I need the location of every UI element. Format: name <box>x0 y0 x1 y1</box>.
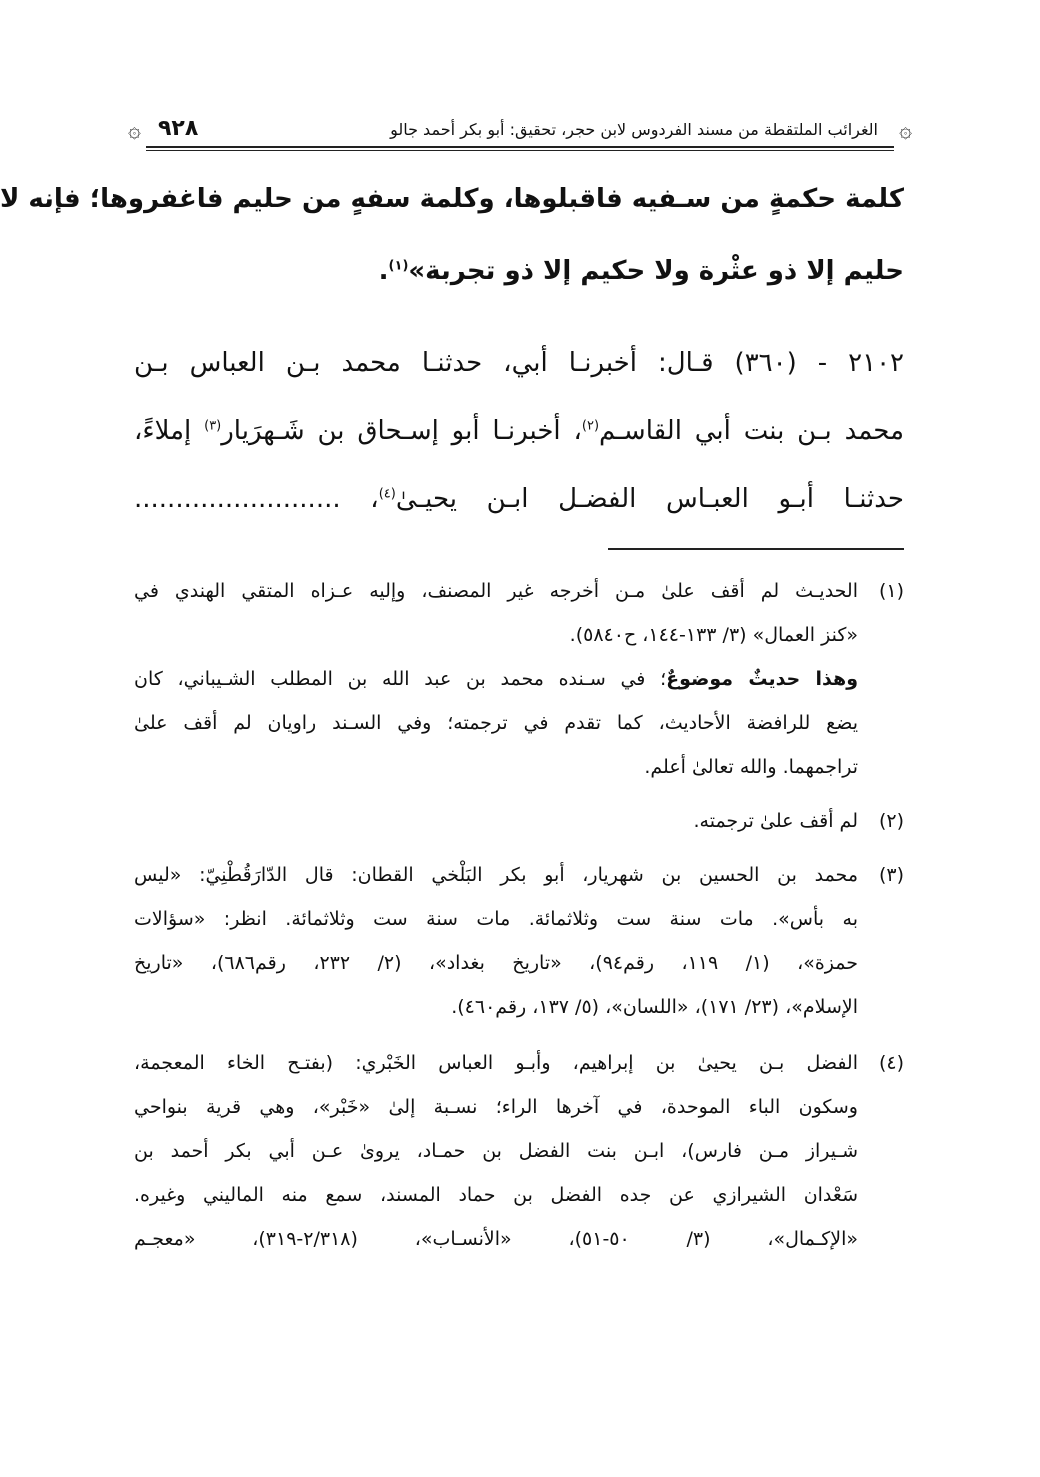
page-number: ٩٢٨ <box>158 116 199 141</box>
footnote-1-line-3-rest: ؛ في سـنده محمد بن عبد الله بن المطلب الشـيباني، كان <box>134 668 667 690</box>
footnote-4-line-5: «الإكـمال»، (٣/ ٥٠-٥١)، «الأنسـاب»، (٢/٣١٨-٣١٩)، «معجـم <box>134 1228 859 1250</box>
footnote-ref-1: (١) <box>388 258 409 274</box>
footnote-4-line-4: سَعْدان الشيرازي عن جده الفضل بن حماد المسند، سمع منه الماليني وغيره. <box>134 1184 858 1206</box>
footnote-1-number: (١) <box>878 580 904 602</box>
footnote-1-bold: وهذا حديثٌ موضوعٌ <box>666 668 858 690</box>
footnote-ref-4: (٤) <box>378 486 396 502</box>
footnote-1-line-2: «كنز العمال» (٣/ ١٣٣-١٤٤، ح٥٨٤٠). <box>569 624 858 646</box>
footnote-separator <box>608 548 904 550</box>
footnote-ref-2: (٢) <box>581 418 600 434</box>
main-line-2-text: حليم إلا ذو عثْرة ولا حكيم إلا ذو تجربة» <box>408 256 904 286</box>
main-line-4c: إملاءً، <box>134 416 205 446</box>
footnote-3-line-4: الإسلام»، (٢٣/ ١٧١)، «اللسان»، (٥/ ١٣٧، رقم٤٦٠). <box>451 996 858 1018</box>
header-ornament-left-icon: ۞ <box>128 118 141 143</box>
header-ornament-right-icon: ۞ <box>899 118 912 143</box>
footnote-2-line-1: لم أقف علىٰ ترجمته. <box>693 810 858 832</box>
main-line-4b: ، أخبرنـا أبو إسـحاق بن شَـهرَيار <box>221 416 582 446</box>
footnote-3-line-3: حمزة»، (١/ ١١٩، رقم٩٤)، «تاريخ بغداد»، (٢/ ٢٣٢، رقم٦٨٦)، «تاريخ <box>134 952 858 974</box>
footnote-ref-3: (٣) <box>204 418 222 434</box>
footnote-4-line-1: الفضل بـن يحيىٰ بن إبراهيم، وأبـو العباس الخَبْري: (بفتـح الخاء المعجمة، <box>134 1052 858 1074</box>
footnote-4-line-3: شـيراز مـن فارس)، ابـن بنت الفضل بن حمـاد، يروىٰ عـن أبي بكر أحمد بن <box>134 1140 858 1162</box>
footnote-3-number: (٣) <box>878 864 904 886</box>
footnote-1-line-4: يضع للرافضة الأحاديث، كما تقدم في ترجمته؛ وفي السـند راويان لم أقف علىٰ <box>134 712 858 734</box>
footnote-2-number: (٢) <box>878 810 904 832</box>
footnote-4-number: (٤) <box>878 1052 904 1074</box>
footnote-3-line-2: به بأس». مات سنة ست وثلاثمائة. مات سنة ست وثلاثمائة. انظر: «سؤالات <box>134 908 858 930</box>
footnote-3-line-1: محمد بن الحسين بن شهريار، أبو بكر البَلْخي القطان: قال الدّارَقُطْنِيّ: «ليس <box>134 864 858 886</box>
main-line-5b: ، ......................... <box>134 484 379 514</box>
main-line-4a: محمد بـن بنت أبي القاسـم <box>599 416 904 446</box>
footnote-4-line-2: وسكون الباء الموحدة، في آخرها الراء؛ نسـبة إلىٰ «خَبْر»، وهي قرية بنواحي <box>134 1096 858 1118</box>
main-line-5a: حدثنـا أبـو العبـاس الفضـل ابـن يحيـىٰ <box>395 484 904 514</box>
main-line-2-end: . <box>378 256 389 286</box>
footnote-1-line-5: تراجمهما. والله تعالىٰ أعلم. <box>644 756 858 778</box>
header-rule <box>146 146 894 151</box>
footnote-1-line-1: الحديـث لم أقف علىٰ مـن أخرجه غير المصنف، وإليه عـزاه المتقي الهندي في <box>134 580 858 602</box>
footnote-1-line-3 <box>134 670 858 689</box>
running-header <box>128 112 912 152</box>
running-title: الغرائب الملتقطة من مسند الفردوس لابن حجر، تحقيق: أبو بكر أحمد جالو <box>390 120 878 139</box>
page: ۞ الغرائب الملتقطة من مسند الفردوس لابن حجر، تحقيق: أبو بكر أحمد جالو ٩٢٨ ۞ كلمة حكمةٍ من سـفيه فاقبلوها، وكلمة سفهٍ من حليم فاغفروها؛ فإنه لا حليم إلا ذو عثْرة ولا حكيم إلا ذو تجربة»$^{(١)}$. ٢١٠٢ - (٣٦٠) قـال: أخبرنـا أبي، حدثنـا محمد بـن العباس بـن محمد بـن بنت أبي القاسـم$^{(٢)}$، أخبرنـا أبو إسـحاق بن شَـهرَيار$^{(٣)}$ إملاءً، حدثنـا أبـو العبـاس الفضـل ابـن يحيـىٰ$^{(٤)}$، ......................... (١) الحديـث لم أقف علىٰ مـن أخرجه غير المصنف، وإليه عـزاه المتقي الهندي في «كنز العمال» (٣/ ١٣٣-١٤٤، ح٥٨٤٠). وهذا حديثٌ موضوعٌ؛ في سـنده محمد بن عبد الله بن المطلب الشـيباني، كان يضع للرافضة الأحاديث، كما تقدم في ترجمته؛ وفي السـند راويان لم أقف علىٰ تراجمهما. والله تعالىٰ أعلم. (٢) لم أقف علىٰ ترجمته. (٣) محمد بن الحسين بن شهريار، أبو بكر البَلْخي القطان: قال الدّارَقُطْنِيّ: «ليس به بأس». مات سنة ست وثلاثمائة. مات سنة ست وثلاثمائة. انظر: «سؤالات حمزة»، (١/ ١١٩، رقم٩٤)، «تاريخ بغداد»، (٢/ ٢٣٢، رقم٦٨٦)، «تاريخ الإسلام»، (٢٣/ ١٧١)، «اللسان»، (٥/ ١٣٧، رقم٤٦٠). (٤) الفضل بـن يحيىٰ بن إبراهيم، وأبـو العباس الخَبْري: (بفتـح الخاء المعجمة، وسكون الباء الموحدة، في آخرها الراء؛ نسـبة إلىٰ «خَبْر»، وهي قرية بنواحي شـيراز مـن فارس)، ابـن بنت الفضل بن حمـاد، يروىٰ عـن أبي بكر أحمد بن سَعْدان الشيرازي عن جده الفضل بن حماد المسند، سمع منه الماليني وغيره. «الإكـمال»، (٣/ ٥٠-٥١)، «الأنسـاب»، (٢/٣١٨-٣١٩)، «معجـم <box>0 0 1040 1477</box>
